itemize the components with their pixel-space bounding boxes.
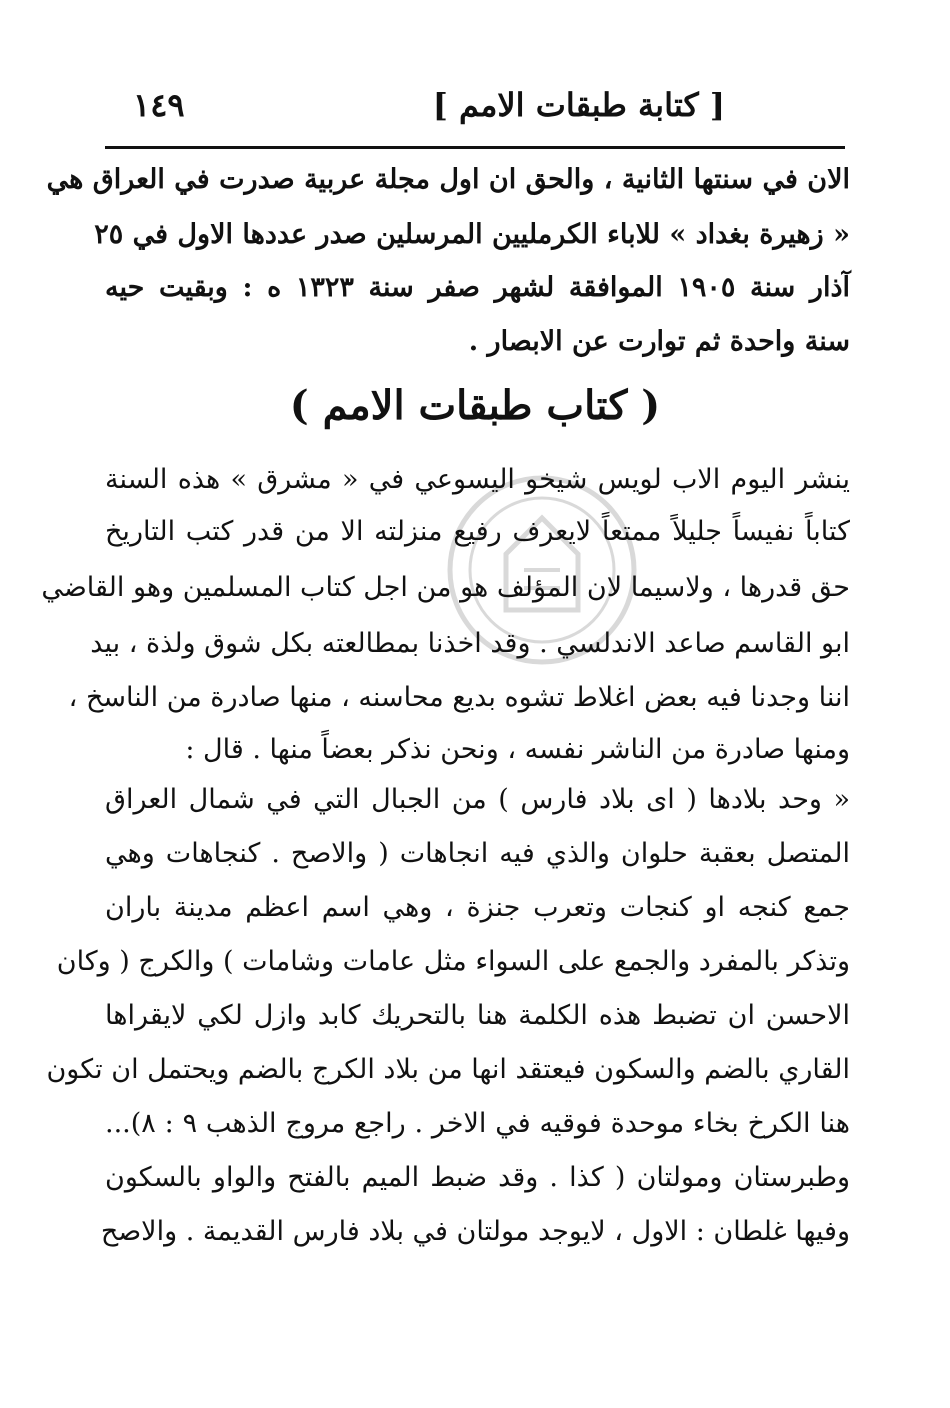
body-line: كتاباً نفيساً جليلاً ممتعاً لايعرف رفيع منزلته الا من قدر كتب التاريخ [105,516,850,547]
page-number: ١٤٩ [133,86,185,124]
body-line: ينشر اليوم الاب لويس شيخو اليسوعي في « مشرق » هذه السنة [105,464,850,495]
header-rule [105,146,845,149]
intro-line: آذار سنة ١٩٠٥ الموافقة لشهر صفر سنة ١٣٢٣ ه : وبقيت حيه [105,272,850,303]
quote-line: هنا الكرخ بخاء موحدة فوقيه في الاخر . راجع مروج الذهب ٩ : ٨)... [105,1108,851,1139]
quote-line: القاري بالضم والسكون فيعتقد انها من بلاد الكرج بالضم ويحتمل ان تكون [46,1054,850,1085]
quote-line: وتذكر بالمفرد والجمع على السواء مثل عامات وشامات ) والكرج ( وكان [56,946,850,977]
section-title: ( كتاب طبقات الامم ) [289,382,661,429]
quote-line: المتصل بعقبة حلوان والذي فيه انجاهات ( والاصح . كنجاهات وهي [105,838,850,869]
body-line: حق قدرها ، ولاسيما لان المؤلف هو من اجل كتاب المسلمين وهو القاضي [41,572,850,603]
body-line: ابو القاسم صاعد الاندلسي . وقد اخذنا بمطالعته بكل شوق ولذة ، بيد [90,628,850,659]
quote-line: وفيها غلطان : الاول ، لايوجد مولتان في بلاد فارس القديمة . والاصح [100,1216,850,1247]
intro-line: « زهيرة بغداد » للاباء الكرمليين المرسلين صدر عددها الاول في ٢٥ [94,219,850,250]
quote-line: وطبرستان ومولتان ( كذا . وقد ضبط الميم بالفتح والواو بالسكون [105,1162,850,1193]
body-line: اننا وجدنا فيه بعض اغلاط تشوه بديع محاسنه ، منها صادرة من الناسخ ، [68,682,850,713]
intro-line: الان في سنتها الثانية ، والحق ان اول مجلة عربية صدرت في العراق هي [46,164,850,195]
quote-line: الاحسن ان تضبط هذه الكلمة هنا بالتحريك كابد وازل لكي لايقراها [105,1000,850,1031]
running-head-title: [ كتابة طبقات الامم ] [432,86,725,124]
quote-line: « وحد بلادها ( اى بلاد فارس ) من الجبال التي في شمال العراق [105,784,850,815]
intro-line: سنة واحدة ثم توارت عن الابصار . [468,326,850,357]
body-line: ومنها صادرة من الناشر نفسه ، ونحن نذكر بعضاً منها . قال : [185,734,850,765]
quote-line: جمع كنجه او كنجات وتعرب جنزة ، وهي اسم اعظم مدينة باران [105,892,850,923]
running-head [105,84,845,140]
